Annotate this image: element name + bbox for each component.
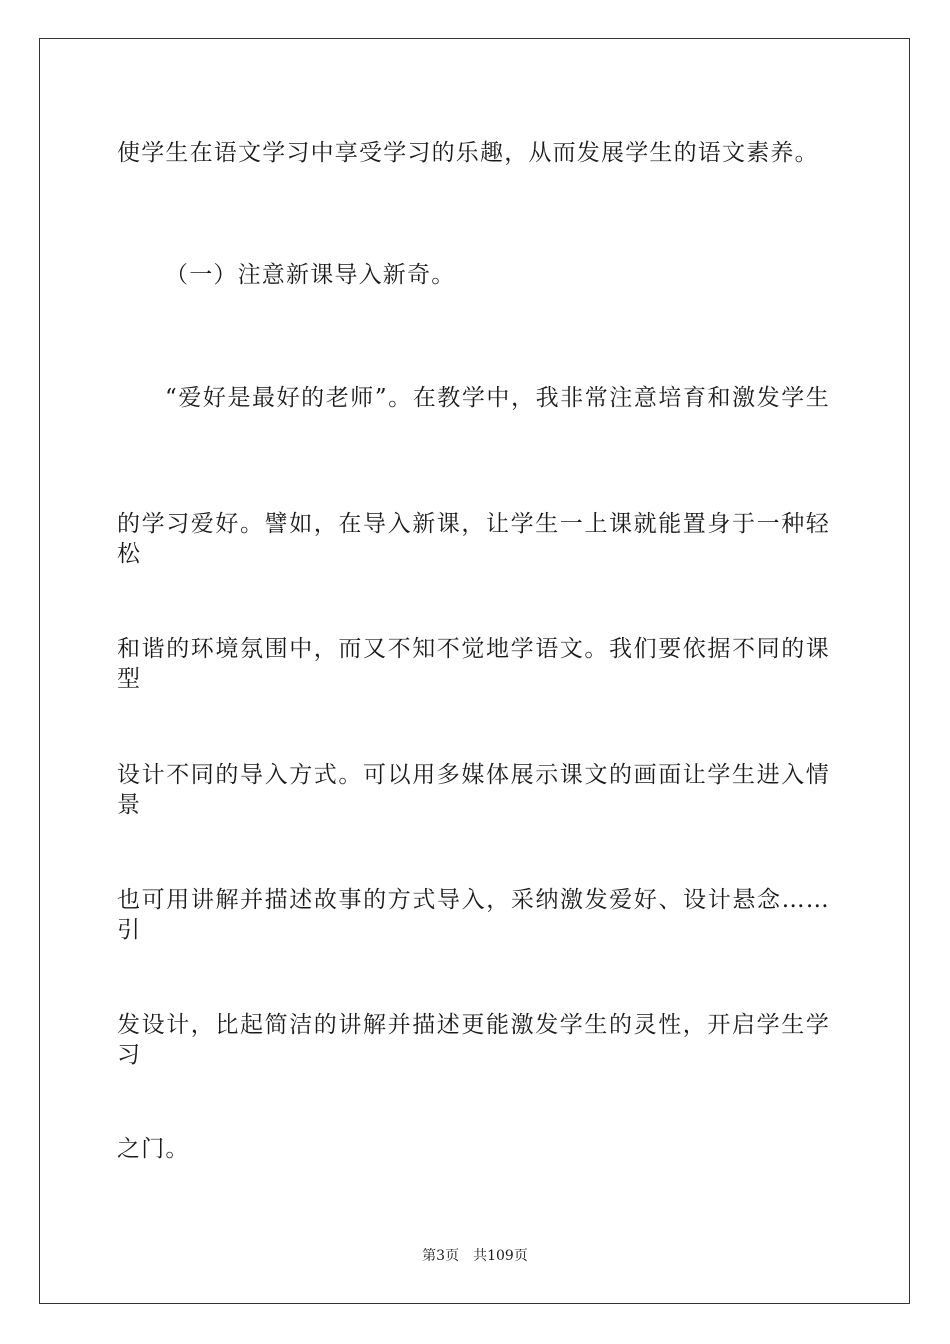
paragraph-line: 的学习爱好。譬如，在导入新课，让学生一上课就能置身于一种轻松: [117, 511, 830, 567]
paragraph-line: 之门。: [117, 1136, 190, 1162]
page-number: 第3页: [422, 1248, 460, 1264]
paragraph-line: “爱好是最好的老师”。在教学中，我非常注意培育和激发学生: [165, 385, 830, 411]
paragraph-line: 使学生在语文学习中享受学习的乐趣，从而发展学生的语文素养。: [117, 140, 819, 166]
paragraph-line: 和谐的环境氛围中，而又不知不觉地学语文。我们要依据不同的课型: [117, 636, 830, 692]
page-footer: [0, 1247, 950, 1265]
page-total: 共109页: [473, 1248, 528, 1264]
paragraph-line: 也可用讲解并描述故事的方式导入，采纳激发爱好、设计悬念……引: [117, 887, 830, 943]
paragraph-line: 设计不同的导入方式。可以用多媒体展示课文的画面让学生进入情景: [117, 762, 830, 818]
section-heading: （一）注意新课导入新奇。: [165, 262, 456, 288]
paragraph-line: 发设计，比起简洁的讲解并描述更能激发学生的灵性，开启学生学习: [117, 1012, 830, 1068]
